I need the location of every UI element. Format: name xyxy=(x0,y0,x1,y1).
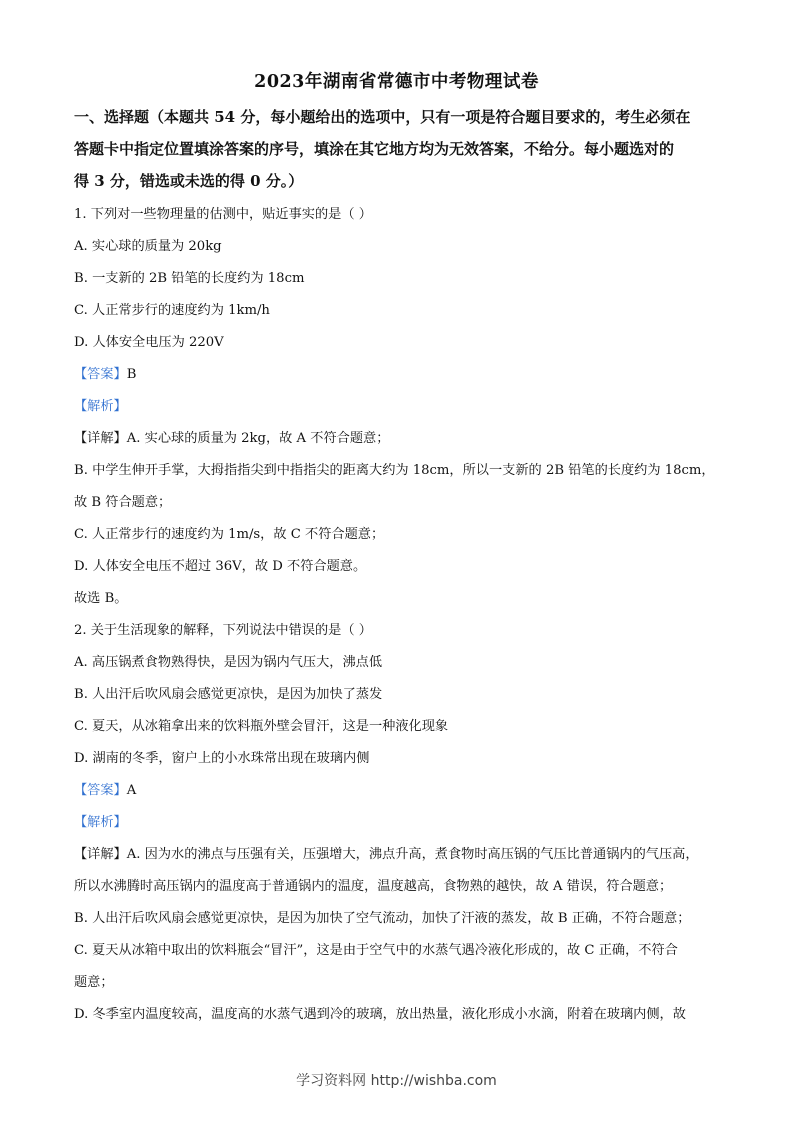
text-line xyxy=(74,747,369,766)
page-title: 2023年湖南省常德市中考物理试卷 xyxy=(254,72,539,92)
line-text: D. 人体安全电压为 220V xyxy=(74,335,224,350)
text-line xyxy=(74,971,114,990)
section-heading-line-1: 一、选择题（本题共 54 分，每小题给出的选项中，只有一项是符合题目要求的，考生必须在 xyxy=(74,108,691,126)
text-line xyxy=(74,235,222,254)
line-text: D. 冬季室内温度较高，温度高的水蒸气遇到冷的玻璃，放出热量，液化形成小水滴，附着在玻璃内侧，故 xyxy=(74,1007,686,1022)
text-line xyxy=(74,331,224,350)
text-line xyxy=(74,299,270,318)
line-text: C. 夏天，从冰箱拿出来的饮料瓶外壁会冒汗，这是一种液化现象 xyxy=(74,719,449,734)
line-text: B. 人出汗后吹风扇会感觉更凉快，是因为加快了空气流动，加快了汗液的蒸发，故 B 正确，不符合题意； xyxy=(74,911,691,926)
line-text: 故选 B。 xyxy=(74,591,128,606)
text-line xyxy=(74,587,127,606)
answer-label-line xyxy=(74,395,127,414)
text-line xyxy=(74,939,678,958)
line-text: B. 人出汗后吹风扇会感觉更凉快，是因为加快了蒸发 xyxy=(74,687,383,702)
section-tag: 【答案】 xyxy=(74,367,127,382)
line-text: 题意； xyxy=(74,975,114,990)
text-line xyxy=(74,715,448,734)
line-text: A xyxy=(126,783,137,798)
section-tag: 【解析】 xyxy=(74,815,127,830)
text-line xyxy=(74,619,372,638)
text-line xyxy=(74,907,690,926)
text-line xyxy=(74,555,366,574)
line-text: 【详解】A. 因为水的沸点与压强有关，压强增大，沸点升高，煮食物时高压锅的气压比普通锅内的气压高， xyxy=(74,847,699,862)
line-text: D. 人体安全电压不超过 36V，故 D 不符合题意。 xyxy=(74,559,367,574)
text-line xyxy=(74,203,372,222)
answer-label-line xyxy=(74,811,127,830)
answer-label-line xyxy=(74,779,136,798)
text-line xyxy=(74,1003,686,1022)
section-heading-line-3: 得 3 分，错选或未选的得 0 分。） xyxy=(74,172,304,190)
line-text: A. 实心球的质量为 20kg xyxy=(74,239,222,254)
line-text: D. 湖南的冬季，窗户上的小水珠常出现在玻璃内侧 xyxy=(74,751,370,766)
line-text: C. 夏天从冰箱中取出的饮料瓶会“冒汗”，这是由于空气中的水蒸气遇冷液化形成的，故 C 正确，不符合 xyxy=(74,943,678,958)
line-text: B. 一支新的 2B 铅笔的长度约为 18cm xyxy=(74,271,305,286)
section-heading-line-2: 答题卡中指定位置填涂答案的序号，填涂在其它地方均为无效答案，不给分。每小题选对的 xyxy=(74,140,675,158)
text-line xyxy=(74,843,699,862)
text-line xyxy=(74,523,384,542)
line-text: A. 高压锅煮食物熟得快，是因为锅内气压大，沸点低 xyxy=(74,655,383,670)
line-text: 故 B 符合题意； xyxy=(74,495,172,510)
line-text: 1. 下列对一些物理量的估测中，贴近事实的是（ ） xyxy=(74,207,372,222)
footer-watermark: 学习资料网 http://wishba.com xyxy=(296,1073,497,1089)
section-tag: 【解析】 xyxy=(74,399,127,414)
line-text: C. 人正常步行的速度约为 1m/s，故 C 不符合题意； xyxy=(74,527,385,542)
line-text: 所以水沸腾时高压锅内的温度高于普通锅内的温度，温度越高，食物熟的越快，故 A 错误，符合题意； xyxy=(74,879,673,894)
text-line xyxy=(74,875,672,894)
text-line xyxy=(74,267,304,286)
text-line xyxy=(74,459,715,478)
text-line xyxy=(74,651,382,670)
text-line xyxy=(74,491,171,510)
line-text: B. 中学生伸开手掌，大拇指指尖到中指指尖的距离大约为 18cm，所以一支新的 2B 铅笔的长度约为 18cm， xyxy=(74,463,715,478)
section-tag: 【答案】 xyxy=(74,783,127,798)
text-line xyxy=(74,427,389,446)
answer-label-line xyxy=(74,363,136,382)
line-text: 2. 关于生活现象的解释，下列说法中错误的是（ ） xyxy=(74,623,372,638)
line-text: C. 人正常步行的速度约为 1km/h xyxy=(74,303,270,318)
text-line xyxy=(74,683,382,702)
line-text: B xyxy=(126,367,137,382)
line-text: 【详解】A. 实心球的质量为 2kg，故 A 不符合题意； xyxy=(74,431,390,446)
